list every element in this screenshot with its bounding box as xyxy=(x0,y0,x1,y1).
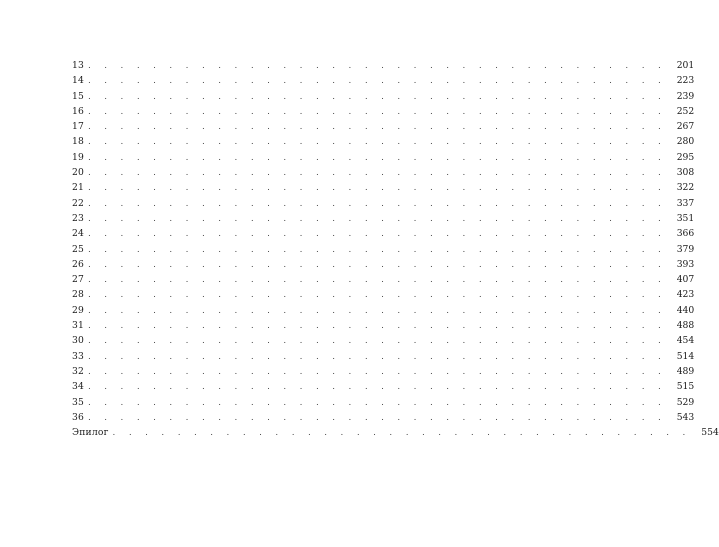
toc-entry-label: 27 xyxy=(72,274,85,286)
toc-entry-page: 489 xyxy=(676,365,695,377)
toc-leader-dots: . . . . . . . . . . . . . . . . . . . . . . . . . . . . . . . . . . . . xyxy=(88,213,667,223)
toc-entry xyxy=(72,349,695,364)
toc-entry xyxy=(72,134,695,149)
toc-entry-label: 33 xyxy=(72,350,85,362)
toc-leader-dots: . . . . . . . . . . . . . . . . . . . . . . . . . . . . . . . . . . . . xyxy=(88,275,667,285)
toc-entry-label: 24 xyxy=(72,228,85,240)
toc-entry xyxy=(72,165,695,180)
toc-leader-dots: . . . . . . . . . . . . . . . . . . . . . . . . . . . . . . . . . . . . xyxy=(88,229,667,239)
table-of-contents xyxy=(72,58,719,440)
toc-entry xyxy=(72,257,695,272)
toc-leader-dots: . . . . . . . . . . . . . . . . . . . . . . . . . . . . . . . . . . . . xyxy=(88,61,667,70)
toc-leader-dots: . . . . . . . . . . . . . . . . . . . . . . . . . . . . . . . . . . . . xyxy=(88,91,667,101)
toc-entry-page: 267 xyxy=(676,121,695,133)
toc-entry xyxy=(72,104,695,119)
toc-entry-label: 28 xyxy=(72,289,85,301)
toc-entry-page: 280 xyxy=(676,136,695,148)
toc-entry xyxy=(72,425,719,440)
toc-entry-label: 14 xyxy=(72,75,85,87)
toc-entry-label: 21 xyxy=(72,182,85,194)
toc-leader-dots: . . . . . . . . . . . . . . . . . . . . . . . . . . . . . . . . . . . . xyxy=(88,137,667,147)
toc-entry-label: 23 xyxy=(72,212,85,224)
toc-entry xyxy=(72,272,695,287)
toc-entry-page: 252 xyxy=(676,105,695,117)
toc-leader-dots: . . . . . . . . . . . . . . . . . . . . . . . . . . . . . . . . . . . . xyxy=(88,366,667,376)
toc-leader-dots: . . . . . . . . . . . . . . . . . . . . . . . . . . . . . . . . . . . . xyxy=(88,412,667,422)
toc-entry xyxy=(72,242,695,257)
toc-entry xyxy=(72,73,695,88)
toc-leader-dots: . . . . . . . . . . . . . . . . . . . . . . . . . . . . . . . . . . . . xyxy=(88,321,667,331)
toc-entry xyxy=(72,395,695,410)
toc-entry-label: 22 xyxy=(72,197,85,209)
toc-entry-page: 488 xyxy=(676,320,695,332)
toc-entry-page: 543 xyxy=(676,411,695,423)
toc-entry-page: 515 xyxy=(676,381,695,393)
toc-leader-dots: . . . . . . . . . . . . . . . . . . . . . . . . . . . . . . . . . . . . xyxy=(88,397,667,407)
toc-entry xyxy=(72,58,695,73)
toc-entry-page: 201 xyxy=(676,60,695,71)
toc-entry xyxy=(72,211,695,226)
toc-leader-dots: . . . . . . . . . . . . . . . . . . . . . . . . . . . . . . . . . . . . xyxy=(88,152,667,162)
toc-entry xyxy=(72,226,695,241)
toc-entry-label: 26 xyxy=(72,258,85,270)
toc-entry-page: 308 xyxy=(676,167,695,179)
toc-entry-page: 514 xyxy=(676,350,695,362)
toc-entry-page: 554 xyxy=(701,427,719,439)
toc-entry-page: 379 xyxy=(676,243,695,255)
toc-entry xyxy=(72,89,695,104)
toc-leader-dots: . . . . . . . . . . . . . . . . . . . . . . . . . . . . . . . . . . . . xyxy=(88,198,667,208)
toc-entry-page: 440 xyxy=(676,304,695,316)
toc-entry-label: 34 xyxy=(72,381,85,393)
toc-entry-page: 454 xyxy=(676,335,695,347)
toc-entry xyxy=(72,287,695,302)
toc-entry-page: 295 xyxy=(676,151,695,163)
toc-entry xyxy=(72,119,695,134)
toc-leader-dots: . . . . . . . . . . . . . . . . . . . . . . . . . . . . . . . . . . . . xyxy=(88,122,667,132)
toc-entry xyxy=(72,318,695,333)
toc-leader-dots: . . . . . . . . . . . . . . . . . . . . . . . . . . . . . . . . . . . . xyxy=(88,336,667,346)
toc-entry-label: 29 xyxy=(72,304,85,316)
toc-entry-page: 529 xyxy=(676,396,695,408)
toc-leader-dots: . . . . . . . . . . . . . . . . . . . . . . . . . . . . . . . . . . . . xyxy=(88,351,667,361)
toc-entry xyxy=(72,364,695,379)
toc-entry-page: 322 xyxy=(676,182,695,194)
toc-entry xyxy=(72,379,695,394)
toc-entry-page: 407 xyxy=(676,274,695,286)
toc-leader-dots: . . . . . . . . . . . . . . . . . . . . . . . . . . . . . . . . . . . . xyxy=(88,244,667,254)
toc-entry-label: 25 xyxy=(72,243,85,255)
toc-leader-dots: . . . . . . . . . . . . . . . . . . . . . . . . . . . . . . . . . . . . xyxy=(88,290,667,300)
toc-entry-label: 13 xyxy=(72,60,85,71)
toc-entry xyxy=(72,196,695,211)
toc-entry-label: 17 xyxy=(72,121,85,133)
toc-entry-label: 36 xyxy=(72,411,85,423)
toc-entry xyxy=(72,333,695,348)
toc-entry-label: 16 xyxy=(72,105,85,117)
toc-leader-dots: . . . . . . . . . . . . . . . . . . . . . . . . . . . . . . . . . . . . xyxy=(88,106,667,116)
toc-leader-dots: . . . . . . . . . . . . . . . . . . . . . . . . . . . . . . . . . . . . xyxy=(112,428,691,438)
toc-entry-page: 393 xyxy=(676,258,695,270)
toc-entry-page: 423 xyxy=(676,289,695,301)
toc-entry-label: 30 xyxy=(72,335,85,347)
toc-entry-page: 366 xyxy=(676,228,695,240)
toc-entry xyxy=(72,180,695,195)
toc-entry-page: 239 xyxy=(676,90,695,102)
toc-entry-page: 223 xyxy=(676,75,695,87)
toc-entry-page: 337 xyxy=(676,197,695,209)
toc-entry-label: 31 xyxy=(72,320,85,332)
toc-leader-dots: . . . . . . . . . . . . . . . . . . . . . . . . . . . . . . . . . . . . xyxy=(88,183,667,193)
toc-entry-label: 32 xyxy=(72,365,85,377)
toc-entry-label: 35 xyxy=(72,396,85,408)
toc-leader-dots: . . . . . . . . . . . . . . . . . . . . . . . . . . . . . . . . . . . . xyxy=(88,168,667,178)
toc-entry xyxy=(72,150,695,165)
toc-entry-label: 19 xyxy=(72,151,85,163)
toc-leader-dots: . . . . . . . . . . . . . . . . . . . . . . . . . . . . . . . . . . . . xyxy=(88,76,667,86)
toc-leader-dots: . . . . . . . . . . . . . . . . . . . . . . . . . . . . . . . . . . . . xyxy=(88,305,667,315)
toc-entry-label: Эпилог xyxy=(72,427,109,439)
toc-leader-dots: . . . . . . . . . . . . . . . . . . . . . . . . . . . . . . . . . . . . xyxy=(88,259,667,269)
toc-entry xyxy=(72,303,695,318)
toc-entry-page: 351 xyxy=(676,212,695,224)
toc-entry-label: 20 xyxy=(72,167,85,179)
toc-entry-label: 15 xyxy=(72,90,85,102)
toc-entry-label: 18 xyxy=(72,136,85,148)
toc-leader-dots: . . . . . . . . . . . . . . . . . . . . . . . . . . . . . . . . . . . . xyxy=(88,382,667,392)
toc-entry xyxy=(72,410,695,425)
